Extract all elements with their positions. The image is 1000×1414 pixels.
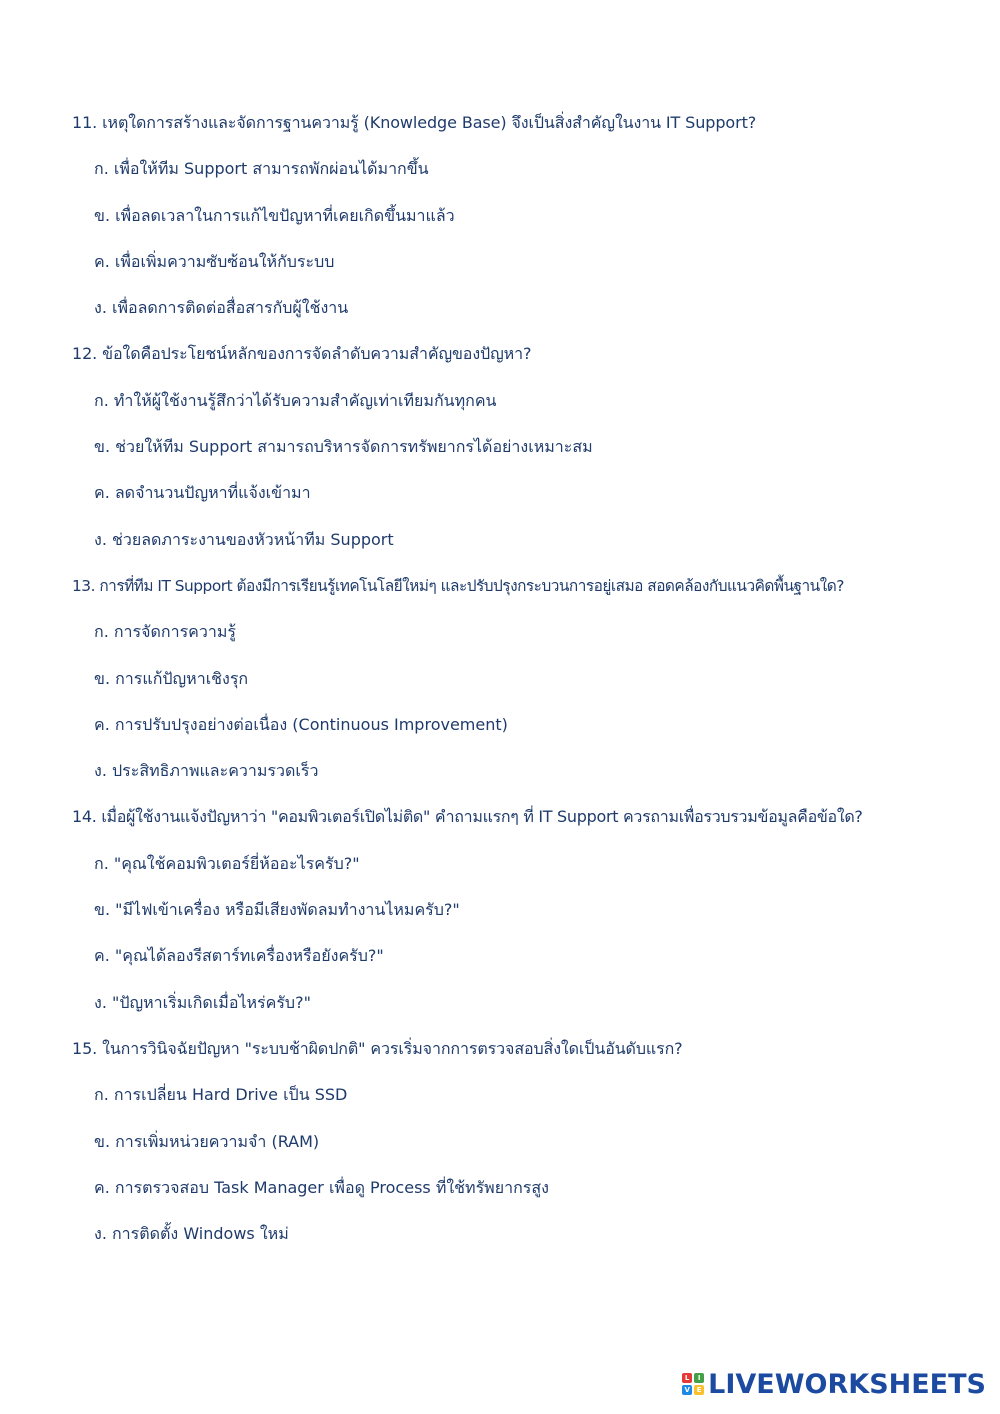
choice-c[interactable]: ค. การปรับปรุงอย่างต่อเนื่อง (Continuous Improvement) bbox=[94, 714, 508, 734]
choice-d[interactable]: ง. การติดตั้ง Windows ใหม่ bbox=[94, 1224, 289, 1244]
question-text: 14. เมื่อผู้ใช้งานแจ้งปัญหาว่า "คอมพิวเตอร์เปิดไม่ติด" คำถามแรกๆ ที่ IT Support ควรถามเพื่อรวบรวมข้อมูลคือข้อใด? bbox=[72, 807, 863, 827]
choice-c[interactable]: ค. การตรวจสอบ Task Manager เพื่อดู Process ที่ใช้ทรัพยากรสูง bbox=[94, 1177, 549, 1197]
choice-d[interactable]: ง. ประสิทธิภาพและความรวดเร็ว bbox=[94, 761, 319, 781]
question-text: 13. การที่ทีม IT Support ต้องมีการเรียนรู้เทคโนโลยีใหม่ๆ และปรับปรุงกระบวนการอยู่เสมอ สอดคล้องกับแนวคิดพื้นฐานใด? bbox=[72, 576, 844, 595]
question-14 bbox=[72, 802, 972, 1017]
logo-mark-e: E bbox=[694, 1385, 704, 1395]
quiz-content bbox=[72, 108, 972, 1265]
logo-mark-icon bbox=[682, 1373, 704, 1395]
logo-text: LIVEWORKSHEETS bbox=[708, 1368, 986, 1400]
choice-a[interactable]: ก. การเปลี่ยน Hard Drive เป็น SSD bbox=[94, 1085, 348, 1105]
choice-b[interactable]: ข. "มีไฟเข้าเครื่อง หรือมีเสียงพัดลมทำงานไหมครับ?" bbox=[94, 900, 460, 920]
logo-mark-v: V bbox=[682, 1385, 692, 1395]
choice-b[interactable]: ข. การเพิ่มหน่วยความจำ (RAM) bbox=[94, 1131, 320, 1151]
question-13 bbox=[72, 571, 972, 786]
question-15 bbox=[72, 1034, 972, 1249]
choice-c[interactable]: ค. เพื่อเพิ่มความซับซ้อนให้กับระบบ bbox=[94, 251, 335, 271]
choice-c[interactable]: ค. ลดจำนวนปัญหาที่แจ้งเข้ามา bbox=[94, 483, 311, 503]
question-text: 11. เหตุใดการสร้างและจัดการฐานความรู้ (Knowledge Base) จึงเป็นสิ่งสำคัญในงาน IT Support? bbox=[72, 113, 757, 132]
choice-d[interactable]: ง. ช่วยลดภาระงานของหัวหน้าทีม Support bbox=[94, 529, 394, 549]
choice-b[interactable]: ข. เพื่อลดเวลาในการแก้ไขปัญหาที่เคยเกิดขึ้นมาแล้ว bbox=[94, 205, 455, 225]
question-text: 12. ข้อใดคือประโยชน์หลักของการจัดลำดับความสำคัญของปัญหา? bbox=[72, 344, 532, 364]
question-12 bbox=[72, 339, 972, 554]
choice-d[interactable]: ง. เพื่อลดการติดต่อสื่อสารกับผู้ใช้งาน bbox=[94, 298, 349, 318]
choice-b[interactable]: ข. ช่วยให้ทีม Support สามารถบริหารจัดการทรัพยากรได้อย่างเหมาะสม bbox=[94, 437, 593, 457]
choice-d[interactable]: ง. "ปัญหาเริ่มเกิดเมื่อไหร่ครับ?" bbox=[94, 992, 311, 1012]
liveworksheets-logo bbox=[682, 1364, 986, 1404]
question-11 bbox=[72, 108, 972, 323]
choice-b[interactable]: ข. การแก้ปัญหาเชิงรุก bbox=[94, 668, 249, 688]
choice-a[interactable]: ก. เพื่อให้ทีม Support สามารถพักผ่อนได้มากขึ้น bbox=[94, 159, 429, 179]
logo-mark-l: L bbox=[682, 1373, 692, 1383]
question-text: 15. ในการวินิจฉัยปัญหา "ระบบช้าผิดปกติ" ควรเริ่มจากการตรวจสอบสิ่งใดเป็นอันดับแรก? bbox=[72, 1038, 683, 1058]
choice-a[interactable]: ก. "คุณใช้คอมพิวเตอร์ยี่ห้ออะไรครับ?" bbox=[94, 853, 360, 873]
choice-a[interactable]: ก. การจัดการความรู้ bbox=[94, 622, 236, 642]
choice-c[interactable]: ค. "คุณได้ลองรีสตาร์ทเครื่องหรือยังครับ?" bbox=[94, 946, 384, 966]
choice-a[interactable]: ก. ทำให้ผู้ใช้งานรู้สึกว่าได้รับความสำคัญเท่าเทียมกันทุกคน bbox=[94, 390, 497, 410]
logo-mark-i: I bbox=[694, 1373, 704, 1383]
